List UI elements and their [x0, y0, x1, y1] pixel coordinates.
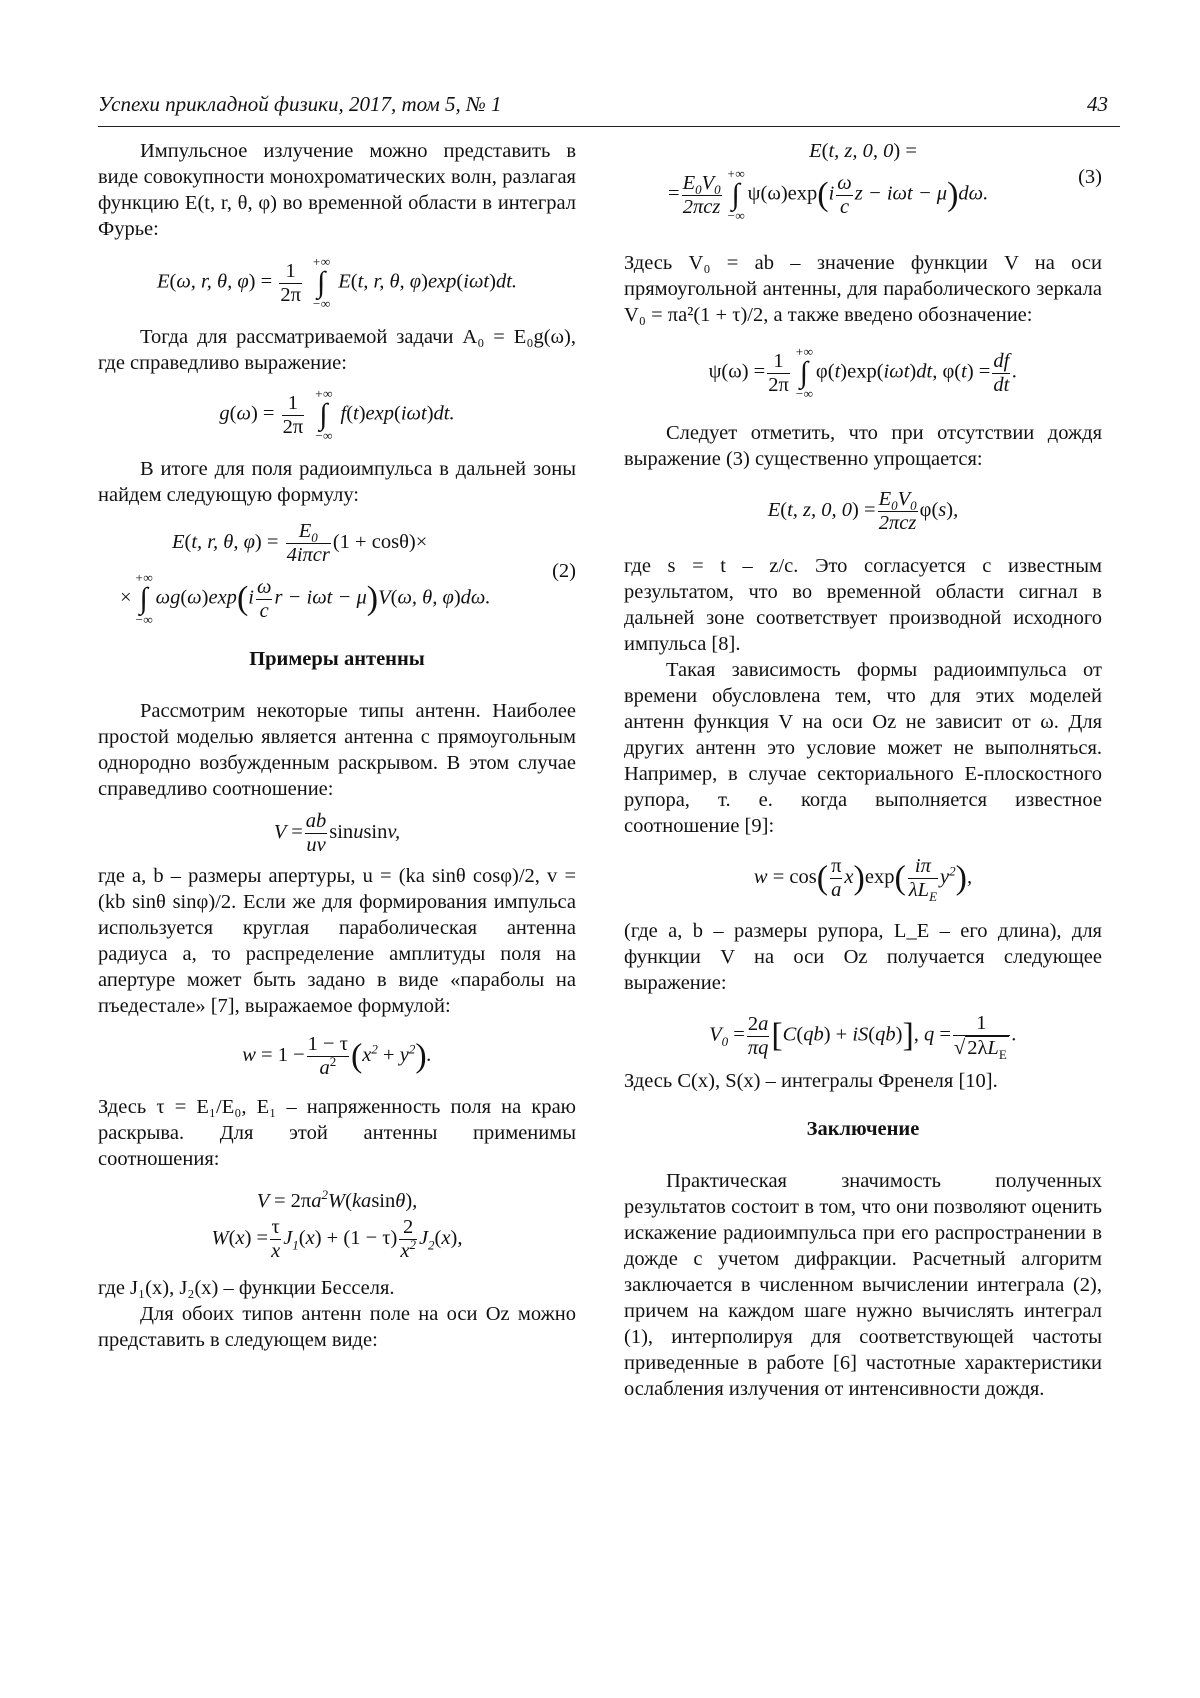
equation-number: (3) [1078, 166, 1102, 188]
journal-title: Успехи прикладной физики, 2017, том 5, № 1 [98, 92, 502, 116]
paragraph: где s = t – z/c. Это согласуется с известным результатом, что во временной области сигнал в дальней зоне соответствует производной исходного импульса [8]. [624, 555, 1102, 655]
paragraph: Следует отметить, что при отсутствии дождя выражение (3) существенно упрощается: [624, 422, 1102, 470]
equation-w-bessel: W(x) = $\frac{\tau}{x}$ $J_1(x) + (1 - \tau)$ $\frac{2}{x^2}$ $J_2(x)$, [211, 1216, 463, 1262]
paragraph: Рассмотрим некоторые типы антенн. Наиболее простой моделью является антенна с прямоугольным однородно возбужденным раскрывом. В этом случае справедливо соотношение: [98, 700, 576, 800]
equation-3: = $\frac{E_0V_0}{\text{2πcz}}$ +∞ ∫ −∞ ψ(ω)exp(i $\frac{\omega}{c}$ z − iωt − μ)dω. (3) [668, 166, 1102, 223]
paragraph: Практическая значимость полученных результатов состоит в том, что они позволяют оценить искажение радиоимпульса при его распространении в дожде с учетом дифракции. Расчетный алгоритм заключается в численном вычислении интеграла (2), причем на каждом шаге нужно вычислять интеграл (1), интерполируя для соответствующей частоты приведенные в работе [6] частотные характеристики ослабления излучения от интенсивности дождя. [624, 1170, 1102, 1400]
paragraph: Импульсное излучение можно представить в виде совокупности монохроматических волн, разлагая функцию E(t, r, θ, φ) во временной области в интеграл Фурье: [98, 140, 576, 240]
paragraph: Здесь C(x), S(x) – интегралы Френеля [10]. [624, 1070, 998, 1092]
paragraph: В итоге для поля радиоимпульса в дальней зоны найдем следующую формулу: [98, 458, 576, 506]
equation-g-omega: g(ω) = $\frac{1}{2\pi}$ +∞ ∫ −∞ f(t)exp(iωt)dt. [219, 386, 455, 443]
section-heading: Заключение [806, 1118, 920, 1140]
paragraph: где J₁(x), J₂(x) – функции Бесселя. [98, 1277, 395, 1299]
equation-psi: ψ(ω) = $\frac{1}{2\pi}$ +∞ ∫ −∞ φ(t)exp(iωt)dt, φ(t) = $\frac{df}{dt}$ . [708, 344, 1018, 401]
equation-v-parabola: $V = 2\pi a^2W(kasin\theta)$, [256, 1187, 418, 1212]
right-column [624, 138, 1102, 1402]
equation-2: E(t, r, θ, φ) = $\frac{E_0}{\text{4iπcr}}$ (1 + cosθ)× × +∞ ∫ −∞ ωg(ω)exp(i $\frac{\omega}{c}$ r − iωt − μ)V(ω, θ, φ)dω. (2) [120, 520, 576, 627]
paragraph: (где a, b – размеры рупора, L_E – его длина), для функции V на оси Oz получается следующее выражение: [624, 920, 1102, 994]
paragraph: Для обоих типов антенн поле на оси Oz можно представить в следующем виде: [98, 1303, 576, 1351]
section-heading: Примеры антенны [249, 648, 425, 670]
paragraph: Здесь V₀ = ab – значение функции V на оси прямоугольной антенны, для параболического зеркала V₀ = πa²(1 + τ)/2, а также введено обозначение: [624, 252, 1102, 326]
paragraph: Тогда для рассматриваемой задачи A₀ = E₀g(ω), где справедливо выражение: [98, 326, 576, 374]
equation-horn: w = cos( $\frac{\pi}{a}$ x)exp( $\frac{i\pi}{\lambda L_E}$ $y^2$), [753, 855, 973, 905]
equation-no-rain: E(t, z, 0, 0) = $\frac{E_0V_0}{\text{2πcz}}$ φ(s), [767, 488, 959, 534]
left-column [98, 138, 576, 1353]
page-number: 43 [1087, 92, 1108, 116]
paragraph: Здесь τ = E₁/E₀, E₁ – напряженность поля на краю раскрыва. Для этой антенны применимы соотношения: [98, 1096, 576, 1170]
header-rule [98, 126, 1120, 127]
running-header [98, 92, 1120, 122]
paragraph: Такая зависимость формы радиоимпульса от времени обусловлена тем, что для этих моделей антенн функция V на оси Oz не зависит от ω. Для других антенн это условие может не выполняться. Например, в случае секториального E-плоскостного рупора, т. е. когда выполняется известное соотношение [9]: [624, 659, 1102, 837]
equation-number: (2) [552, 560, 576, 582]
paragraph: где a, b – размеры апертуры, u = (ka sinθ cosφ)/2, v = (kb sinθ sinφ)/2. Если же для формирования импульса используется круглая параболическая антенна радиуса a, то распределение амплитуды поля на апертуре может быть задано в виде «параболы на пъедестале» [7], выражаемое формулой: [98, 865, 576, 1017]
equation-3-first-line: E(t, z, 0, 0) = [809, 140, 917, 162]
equation-v-rect: V = $\frac{ab}{uv}$ sinusinv, [273, 810, 401, 856]
equation-fourier: E(ω, r, θ, φ) = $\frac{1}{2\pi}$ +∞ ∫ −∞ E(t, r, θ, φ)exp(iωt)dt. [156, 254, 518, 311]
equation-w-parabola: w = 1 − $\frac{1 - \tau}{a^2}$ $(x^2 + y^2)$. [242, 1033, 432, 1079]
equation-v0-fresnel: $V_0$ = $\frac{2a}{\pi q}$ [C(qb) + iS(qb)], q = $\frac{1}{√2\lambda L_E}$ . [709, 1012, 1017, 1063]
